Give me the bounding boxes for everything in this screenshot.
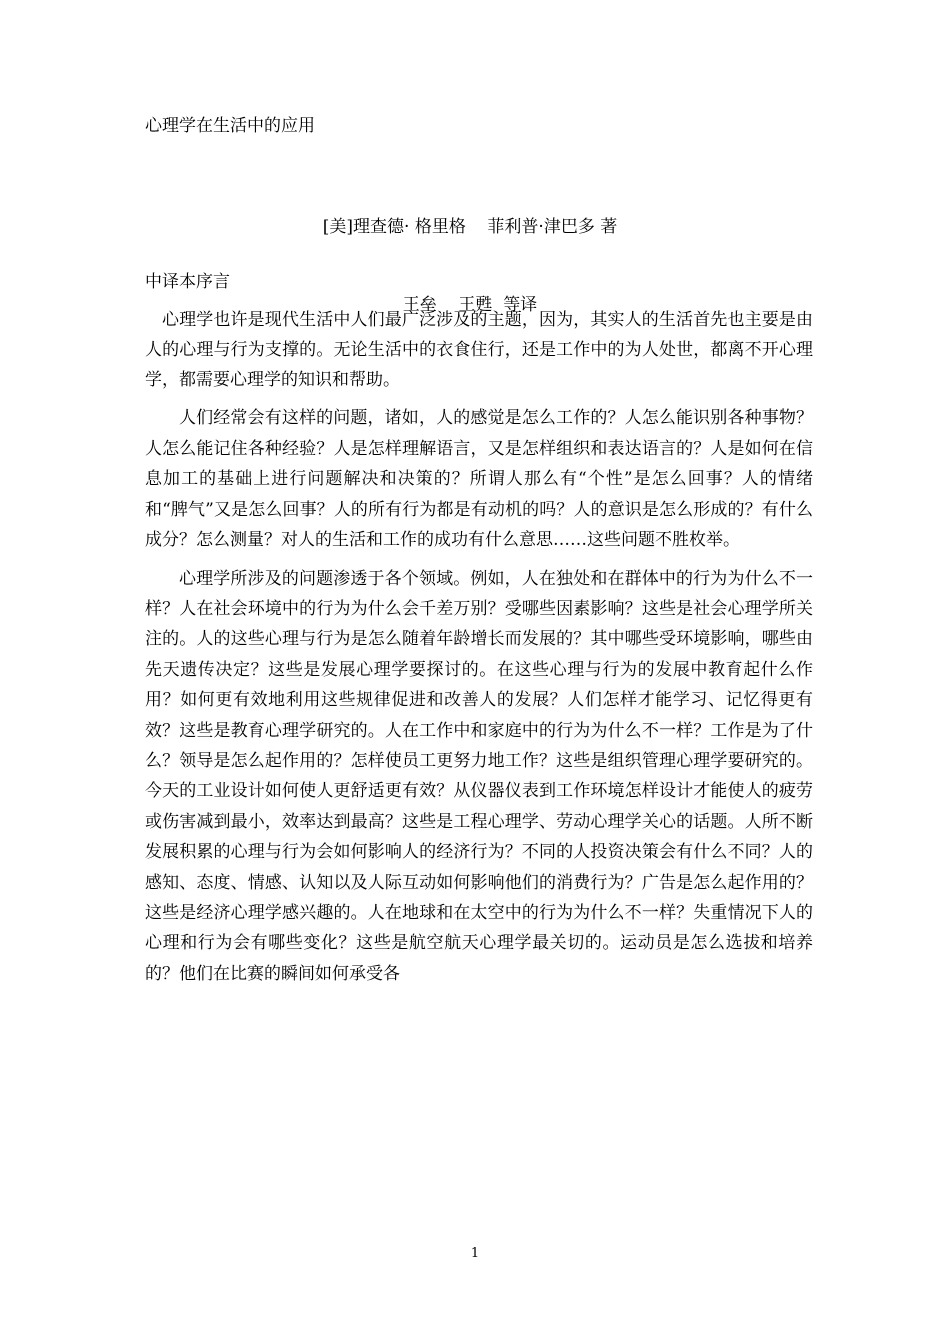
paragraph: 心理学也许是现代生活中人们最广泛涉及的主题，因为，其实人的生活首先也主要是由人的心理与行为支撑的。无论生活中的衣食住行，还是工作中的为人处世，都离不开心理学，都需要心理学的知识和帮助。 [145,310,813,390]
translators-line: 王垒 王甦 等译 [402,295,538,315]
paragraph: 人们经常会有这样的问题，诸如，人的感觉是怎么工作的？人怎么能识别各种事物？人怎么能记住各种经验？人是怎样理解语言，又是怎样组织和表达语言的？人是如何在信息加工的基础上进行问题解决和决策的？所谓人那么有“个性”是怎么回事？人的情绪和“脾气”又是怎么回事？人的所有行为都是有动机的吗？人的意识是怎么形成的？有什么成分？怎么测量？对人的生活和工作的成功有什么意思……这些问题不胜枚举。 [145,408,813,550]
authors-line: [美]理查德· 格里格 菲利普·津巴多 著 [322,217,618,237]
page-number: 1 [470,1246,480,1261]
document-title: 心理学在生活中的应用 [145,116,315,136]
paragraph: 心理学所涉及的问题渗透于各个领域。例如，人在独处和在群体中的行为为什么不一样？人在社会环境中的行为为什么会千差万别？受哪些因素影响？这些是社会心理学所关注的。人的这些心理与行为是怎么随着年龄增长而发展的？其中哪些受环境影响，哪些由先天遗传决定？这些是发展心理学要探讨的。在这些心理与行为的发展中教育起什么作用？如何更有效地利用这些规律促进和改善人的发展？人们怎样才能学习、记忆得更有效？这些是教育心理学研究的。人在工作中和家庭中的行为为什么不一样？工作是为了什么？领导是怎么起作用的？怎样使员工更努力地工作？这些是组织管理心理学要研究的。今天的工业设计如何使人更舒适更有效？从仪器仪表到工作环境怎样设计才能使人的疲劳或伤害减到最小，效率达到最高？这些是工程心理学、劳动心理学关心的话题。人所不断发展积累的心理与行为会如何影响人的经济行为？不同的人投资决策会有什么不同？人的感知、态度、情感、认知以及人际互动如何影响他们的消费行为？广告是怎么起作用的？这些是经济心理学感兴趣的。人在地球和在太空中的行为为什么不一样？失重情况下人的心理和行为会有哪些变化？这些是航空航天心理学最关切的。运动员是怎么选拔和培养的？他们在比赛的瞬间如何承受各 [145,568,813,984]
section-heading: 中译本序言 [145,272,230,292]
body-text [145,305,813,989]
